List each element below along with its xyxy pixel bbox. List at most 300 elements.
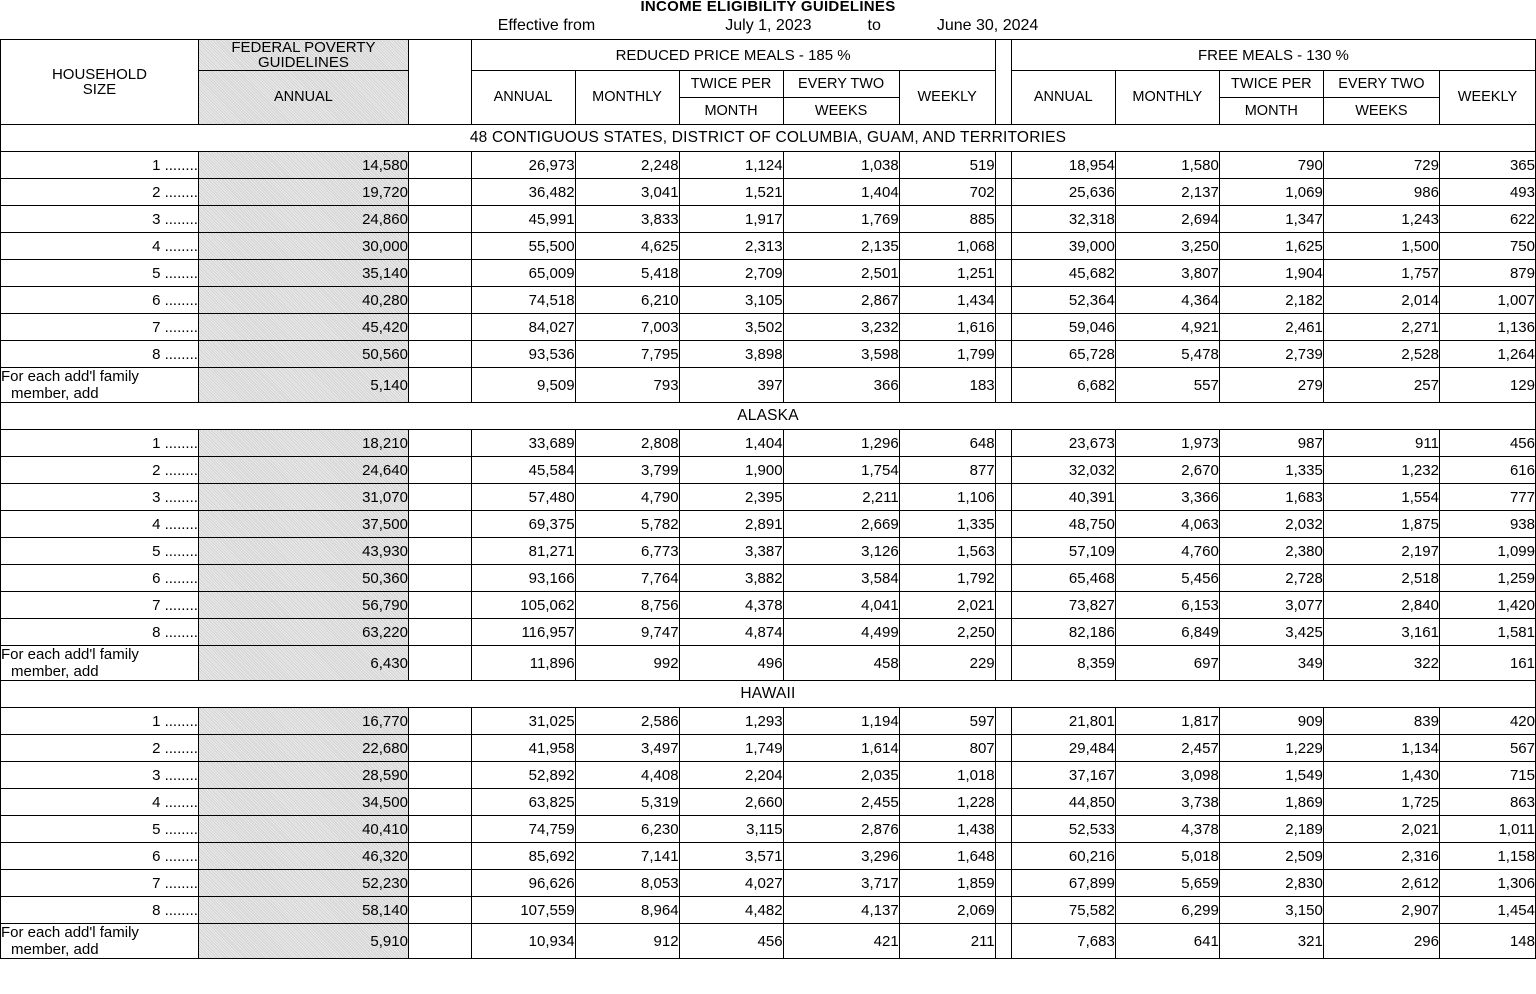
household-size-cell: 3 ........	[1, 206, 199, 233]
reduced-price-value-cell: 2,395	[679, 484, 783, 511]
reduced-price-value-cell: 3,898	[679, 341, 783, 368]
row-gap-right	[995, 368, 1011, 403]
row-gap-left	[408, 897, 471, 924]
row-gap-left	[408, 565, 471, 592]
section-title: HAWAII	[1, 681, 1536, 708]
row-gap-left	[408, 233, 471, 260]
reduced-price-value-cell: 116,957	[471, 619, 575, 646]
household-size-cell: 1 ........	[1, 430, 199, 457]
reduced-price-value-cell: 4,499	[783, 619, 899, 646]
reduced-price-value-cell: 8,053	[575, 870, 679, 897]
free-meals-value-cell: 48,750	[1011, 511, 1115, 538]
effective-start-date: July 1, 2023	[725, 17, 812, 34]
reduced-price-value-cell: 93,536	[471, 341, 575, 368]
free-meals-value-cell: 2,316	[1323, 843, 1439, 870]
free-meals-value-cell: 3,098	[1115, 762, 1219, 789]
fpg-annual-cell: 37,500	[198, 511, 408, 538]
reduced-price-value-cell: 3,502	[679, 314, 783, 341]
additional-free-value-cell: 6,682	[1011, 368, 1115, 403]
free-meals-value-cell: 3,077	[1219, 592, 1323, 619]
header-reduced-everytwo-l2: WEEKS	[783, 98, 899, 125]
free-meals-value-cell: 3,807	[1115, 260, 1219, 287]
reduced-price-value-cell: 3,126	[783, 538, 899, 565]
free-meals-value-cell: 456	[1439, 430, 1535, 457]
row-gap-right	[995, 592, 1011, 619]
fpg-annual-cell: 63,220	[198, 619, 408, 646]
reduced-price-value-cell: 2,069	[899, 897, 995, 924]
reduced-price-value-cell: 3,232	[783, 314, 899, 341]
household-size-cell: 2 ........	[1, 179, 199, 206]
row-gap-right	[995, 341, 1011, 368]
table-row	[1, 897, 1536, 924]
header-household-size-line1: HOUSEHOLD	[51, 66, 147, 83]
additional-reduced-value-cell: 229	[899, 646, 995, 681]
row-gap-left	[408, 206, 471, 233]
reduced-price-value-cell: 4,625	[575, 233, 679, 260]
row-gap-left	[408, 708, 471, 735]
additional-member-label-line1: For each add'l family	[1, 646, 139, 663]
row-gap-left	[408, 368, 471, 403]
row-gap-left	[408, 341, 471, 368]
reduced-price-value-cell: 3,717	[783, 870, 899, 897]
household-size-cell: 3 ........	[1, 484, 199, 511]
reduced-price-value-cell: 9,747	[575, 619, 679, 646]
row-gap-right	[995, 619, 1011, 646]
reduced-price-value-cell: 2,501	[783, 260, 899, 287]
fpg-annual-cell: 28,590	[198, 762, 408, 789]
table-row	[1, 870, 1536, 897]
fpg-annual-cell: 43,930	[198, 538, 408, 565]
free-meals-value-cell: 4,063	[1115, 511, 1219, 538]
reduced-price-value-cell: 885	[899, 206, 995, 233]
reduced-price-value-cell: 69,375	[471, 511, 575, 538]
reduced-price-value-cell: 4,378	[679, 592, 783, 619]
free-meals-value-cell: 1,232	[1323, 457, 1439, 484]
reduced-price-value-cell: 3,497	[575, 735, 679, 762]
reduced-price-value-cell: 2,250	[899, 619, 995, 646]
row-gap-left	[408, 484, 471, 511]
household-size-cell: 7 ........	[1, 870, 199, 897]
free-meals-value-cell: 65,468	[1011, 565, 1115, 592]
row-gap-left	[408, 924, 471, 959]
free-meals-value-cell: 29,484	[1011, 735, 1115, 762]
table-row	[1, 592, 1536, 619]
free-meals-value-cell: 2,612	[1323, 870, 1439, 897]
additional-member-label	[1, 368, 199, 403]
row-gap-left	[408, 619, 471, 646]
fpg-annual-cell: 45,420	[198, 314, 408, 341]
reduced-price-value-cell: 3,598	[783, 341, 899, 368]
additional-free-value-cell: 557	[1115, 368, 1219, 403]
free-meals-value-cell: 44,850	[1011, 789, 1115, 816]
reduced-price-value-cell: 4,041	[783, 592, 899, 619]
reduced-price-value-cell: 5,319	[575, 789, 679, 816]
header-reduced-monthly: MONTHLY	[575, 71, 679, 125]
additional-fpg-cell: 6,430	[198, 646, 408, 681]
row-gap-left	[408, 843, 471, 870]
additional-reduced-value-cell: 11,896	[471, 646, 575, 681]
reduced-price-value-cell: 2,808	[575, 430, 679, 457]
table-row	[1, 538, 1536, 565]
fpg-annual-cell: 46,320	[198, 843, 408, 870]
row-gap-left	[408, 870, 471, 897]
free-meals-value-cell: 493	[1439, 179, 1535, 206]
free-meals-value-cell: 39,000	[1011, 233, 1115, 260]
additional-member-row	[1, 646, 1536, 681]
effective-to-label: to	[867, 17, 881, 34]
free-meals-value-cell: 1,500	[1323, 233, 1439, 260]
free-meals-value-cell: 1,069	[1219, 179, 1323, 206]
header-federal-poverty-guidelines	[198, 40, 408, 71]
free-meals-value-cell: 5,478	[1115, 341, 1219, 368]
row-gap-left	[408, 592, 471, 619]
free-meals-value-cell: 777	[1439, 484, 1535, 511]
reduced-price-value-cell: 6,230	[575, 816, 679, 843]
free-meals-value-cell: 2,032	[1219, 511, 1323, 538]
free-meals-value-cell: 879	[1439, 260, 1535, 287]
fpg-annual-cell: 31,070	[198, 484, 408, 511]
reduced-price-value-cell: 2,876	[783, 816, 899, 843]
additional-reduced-value-cell: 366	[783, 368, 899, 403]
fpg-annual-cell: 56,790	[198, 592, 408, 619]
free-meals-value-cell: 1,554	[1323, 484, 1439, 511]
additional-free-value-cell: 257	[1323, 368, 1439, 403]
reduced-price-value-cell: 3,584	[783, 565, 899, 592]
table-body	[1, 125, 1536, 959]
table-row	[1, 430, 1536, 457]
additional-member-label-line2: member, add	[11, 941, 99, 958]
row-gap-right	[995, 457, 1011, 484]
additional-reduced-value-cell: 9,509	[471, 368, 575, 403]
additional-reduced-value-cell: 183	[899, 368, 995, 403]
reduced-price-value-cell: 1,563	[899, 538, 995, 565]
free-meals-value-cell: 2,670	[1115, 457, 1219, 484]
additional-reduced-value-cell: 458	[783, 646, 899, 681]
reduced-price-value-cell: 107,559	[471, 897, 575, 924]
free-meals-value-cell: 1,454	[1439, 897, 1535, 924]
header-free-everytwo-l2: WEEKS	[1323, 98, 1439, 125]
free-meals-value-cell: 75,582	[1011, 897, 1115, 924]
free-meals-value-cell: 1,757	[1323, 260, 1439, 287]
reduced-price-value-cell: 55,500	[471, 233, 575, 260]
reduced-price-value-cell: 84,027	[471, 314, 575, 341]
reduced-price-value-cell: 1,438	[899, 816, 995, 843]
reduced-price-value-cell: 702	[899, 179, 995, 206]
free-meals-value-cell: 1,875	[1323, 511, 1439, 538]
reduced-price-value-cell: 81,271	[471, 538, 575, 565]
free-meals-value-cell: 2,197	[1323, 538, 1439, 565]
free-meals-value-cell: 45,682	[1011, 260, 1115, 287]
free-meals-value-cell: 32,032	[1011, 457, 1115, 484]
free-meals-value-cell: 6,153	[1115, 592, 1219, 619]
row-gap-left	[408, 260, 471, 287]
free-meals-value-cell: 3,366	[1115, 484, 1219, 511]
reduced-price-value-cell: 4,408	[575, 762, 679, 789]
row-gap-left	[408, 789, 471, 816]
row-gap-right	[995, 789, 1011, 816]
reduced-price-value-cell: 597	[899, 708, 995, 735]
household-size-cell: 2 ........	[1, 735, 199, 762]
free-meals-value-cell: 420	[1439, 708, 1535, 735]
fpg-annual-cell: 40,280	[198, 287, 408, 314]
additional-free-value-cell: 321	[1219, 924, 1323, 959]
additional-free-value-cell: 697	[1115, 646, 1219, 681]
free-meals-value-cell: 59,046	[1011, 314, 1115, 341]
section-title: ALASKA	[1, 403, 1536, 430]
row-gap-right	[995, 565, 1011, 592]
free-meals-value-cell: 1,683	[1219, 484, 1323, 511]
table-row	[1, 341, 1536, 368]
table-row	[1, 457, 1536, 484]
reduced-price-value-cell: 2,248	[575, 152, 679, 179]
reduced-price-value-cell: 1,521	[679, 179, 783, 206]
header-reduced-price-group: REDUCED PRICE MEALS - 185 %	[471, 40, 995, 71]
reduced-price-value-cell: 6,773	[575, 538, 679, 565]
free-meals-value-cell: 37,167	[1011, 762, 1115, 789]
free-meals-value-cell: 2,830	[1219, 870, 1323, 897]
reduced-price-value-cell: 52,892	[471, 762, 575, 789]
reduced-price-value-cell: 1,293	[679, 708, 783, 735]
row-gap-right	[995, 708, 1011, 735]
additional-reduced-value-cell: 10,934	[471, 924, 575, 959]
row-gap-left	[408, 646, 471, 681]
table-row	[1, 484, 1536, 511]
free-meals-value-cell: 3,425	[1219, 619, 1323, 646]
household-size-cell: 6 ........	[1, 565, 199, 592]
additional-member-label-line2: member, add	[11, 663, 99, 680]
effective-end-date: June 30, 2024	[936, 17, 1039, 34]
free-meals-value-cell: 1,134	[1323, 735, 1439, 762]
reduced-price-value-cell: 2,135	[783, 233, 899, 260]
free-meals-value-cell: 1,430	[1323, 762, 1439, 789]
free-meals-value-cell: 5,018	[1115, 843, 1219, 870]
additional-reduced-value-cell: 912	[575, 924, 679, 959]
fpg-annual-cell: 24,640	[198, 457, 408, 484]
household-size-cell: 6 ........	[1, 843, 199, 870]
reduced-price-value-cell: 105,062	[471, 592, 575, 619]
reduced-price-value-cell: 2,211	[783, 484, 899, 511]
reduced-price-value-cell: 1,296	[783, 430, 899, 457]
reduced-price-value-cell: 1,251	[899, 260, 995, 287]
free-meals-value-cell: 57,109	[1011, 538, 1115, 565]
table-row	[1, 287, 1536, 314]
household-size-cell: 2 ........	[1, 457, 199, 484]
reduced-price-value-cell: 1,614	[783, 735, 899, 762]
free-meals-value-cell: 1,625	[1219, 233, 1323, 260]
free-meals-value-cell: 2,021	[1323, 816, 1439, 843]
reduced-price-value-cell: 4,874	[679, 619, 783, 646]
reduced-price-value-cell: 45,991	[471, 206, 575, 233]
row-gap-right	[995, 287, 1011, 314]
free-meals-value-cell: 1,259	[1439, 565, 1535, 592]
reduced-price-value-cell: 36,482	[471, 179, 575, 206]
reduced-price-value-cell: 6,210	[575, 287, 679, 314]
table-row	[1, 206, 1536, 233]
fpg-annual-cell: 24,860	[198, 206, 408, 233]
reduced-price-value-cell: 3,882	[679, 565, 783, 592]
free-meals-value-cell: 60,216	[1011, 843, 1115, 870]
fpg-annual-cell: 19,720	[198, 179, 408, 206]
table-row	[1, 762, 1536, 789]
reduced-price-value-cell: 2,313	[679, 233, 783, 260]
row-gap-right	[995, 484, 1011, 511]
household-size-cell: 7 ........	[1, 592, 199, 619]
reduced-price-value-cell: 5,418	[575, 260, 679, 287]
table-header	[1, 40, 1536, 125]
free-meals-value-cell: 1,229	[1219, 735, 1323, 762]
header-free-annual: ANNUAL	[1011, 71, 1115, 125]
reduced-price-value-cell: 2,455	[783, 789, 899, 816]
header-free-meals-group: FREE MEALS - 130 %	[1011, 40, 1535, 71]
free-meals-value-cell: 2,189	[1219, 816, 1323, 843]
free-meals-value-cell: 5,456	[1115, 565, 1219, 592]
reduced-price-value-cell: 3,571	[679, 843, 783, 870]
free-meals-value-cell: 1,580	[1115, 152, 1219, 179]
row-gap-left	[408, 179, 471, 206]
reduced-price-value-cell: 26,973	[471, 152, 575, 179]
reduced-price-value-cell: 877	[899, 457, 995, 484]
row-gap-right	[995, 430, 1011, 457]
free-meals-value-cell: 986	[1323, 179, 1439, 206]
table-row	[1, 789, 1536, 816]
header-free-twice-l2: MONTH	[1219, 98, 1323, 125]
free-meals-value-cell: 1,011	[1439, 816, 1535, 843]
free-meals-value-cell: 715	[1439, 762, 1535, 789]
reduced-price-value-cell: 1,859	[899, 870, 995, 897]
reduced-price-value-cell: 1,404	[679, 430, 783, 457]
row-gap-right	[995, 314, 1011, 341]
table-row	[1, 260, 1536, 287]
header-reduced-everytwo-l1: EVERY TWO	[783, 71, 899, 98]
free-meals-value-cell: 622	[1439, 206, 1535, 233]
reduced-price-value-cell: 7,003	[575, 314, 679, 341]
household-size-cell: 1 ........	[1, 152, 199, 179]
row-gap-right	[995, 897, 1011, 924]
table-row	[1, 708, 1536, 735]
row-gap-right	[995, 762, 1011, 789]
reduced-price-value-cell: 1,900	[679, 457, 783, 484]
free-meals-value-cell: 1,158	[1439, 843, 1535, 870]
household-size-cell: 5 ........	[1, 816, 199, 843]
free-meals-value-cell: 67,899	[1011, 870, 1115, 897]
section-title: 48 CONTIGUOUS STATES, DISTRICT OF COLUMBIA, GUAM, AND TERRITORIES	[1, 125, 1536, 152]
row-gap-right	[995, 179, 1011, 206]
free-meals-value-cell: 729	[1323, 152, 1439, 179]
reduced-price-value-cell: 3,115	[679, 816, 783, 843]
additional-member-row	[1, 368, 1536, 403]
header-fpg-annual: ANNUAL	[274, 89, 333, 105]
reduced-price-value-cell: 4,027	[679, 870, 783, 897]
row-gap-right	[995, 206, 1011, 233]
free-meals-value-cell: 2,461	[1219, 314, 1323, 341]
table-row	[1, 152, 1536, 179]
income-eligibility-table	[0, 39, 1536, 959]
free-meals-value-cell: 365	[1439, 152, 1535, 179]
reduced-price-value-cell: 3,833	[575, 206, 679, 233]
free-meals-value-cell: 21,801	[1011, 708, 1115, 735]
additional-free-value-cell: 279	[1219, 368, 1323, 403]
row-gap-right	[995, 152, 1011, 179]
free-meals-value-cell: 2,528	[1323, 341, 1439, 368]
free-meals-value-cell: 65,728	[1011, 341, 1115, 368]
additional-free-value-cell: 129	[1439, 368, 1535, 403]
row-gap-left	[408, 314, 471, 341]
additional-reduced-value-cell: 992	[575, 646, 679, 681]
additional-fpg-cell: 5,140	[198, 368, 408, 403]
effective-date-row	[0, 13, 1536, 39]
reduced-price-value-cell: 1,616	[899, 314, 995, 341]
row-gap-right	[995, 816, 1011, 843]
reduced-price-value-cell: 3,296	[783, 843, 899, 870]
reduced-price-value-cell: 63,825	[471, 789, 575, 816]
fpg-annual-cell: 22,680	[198, 735, 408, 762]
additional-reduced-value-cell: 421	[783, 924, 899, 959]
free-meals-value-cell: 1,581	[1439, 619, 1535, 646]
additional-member-row	[1, 924, 1536, 959]
free-meals-value-cell: 5,659	[1115, 870, 1219, 897]
document-title: INCOME ELIGIBILITY GUIDELINES	[640, 0, 896, 13]
free-meals-value-cell: 567	[1439, 735, 1535, 762]
row-gap-left	[408, 457, 471, 484]
household-size-cell: 1 ........	[1, 708, 199, 735]
household-size-cell: 4 ........	[1, 511, 199, 538]
additional-free-value-cell: 322	[1323, 646, 1439, 681]
free-meals-value-cell: 616	[1439, 457, 1535, 484]
reduced-price-value-cell: 1,434	[899, 287, 995, 314]
header-fpg-line2: GUIDELINES	[258, 54, 349, 71]
household-size-cell: 7 ........	[1, 314, 199, 341]
reduced-price-value-cell: 4,790	[575, 484, 679, 511]
table-row	[1, 314, 1536, 341]
reduced-price-value-cell: 1,754	[783, 457, 899, 484]
additional-reduced-value-cell: 496	[679, 646, 783, 681]
reduced-price-value-cell: 2,660	[679, 789, 783, 816]
free-meals-value-cell: 1,817	[1115, 708, 1219, 735]
fpg-annual-cell: 50,560	[198, 341, 408, 368]
free-meals-value-cell: 2,137	[1115, 179, 1219, 206]
household-size-cell: 8 ........	[1, 619, 199, 646]
reduced-price-value-cell: 7,795	[575, 341, 679, 368]
table-row	[1, 179, 1536, 206]
reduced-price-value-cell: 74,759	[471, 816, 575, 843]
reduced-price-value-cell: 85,692	[471, 843, 575, 870]
fpg-annual-cell: 16,770	[198, 708, 408, 735]
household-size-cell: 8 ........	[1, 341, 199, 368]
household-size-cell: 4 ........	[1, 233, 199, 260]
reduced-price-value-cell: 2,669	[783, 511, 899, 538]
reduced-price-value-cell: 1,799	[899, 341, 995, 368]
additional-free-value-cell: 148	[1439, 924, 1535, 959]
section-header-row	[1, 403, 1536, 430]
free-meals-value-cell: 3,738	[1115, 789, 1219, 816]
free-meals-value-cell: 1,243	[1323, 206, 1439, 233]
row-gap-right	[995, 924, 1011, 959]
row-gap-right	[995, 843, 1011, 870]
free-meals-value-cell: 1,099	[1439, 538, 1535, 565]
free-meals-value-cell: 32,318	[1011, 206, 1115, 233]
reduced-price-value-cell: 2,021	[899, 592, 995, 619]
reduced-price-value-cell: 3,387	[679, 538, 783, 565]
free-meals-value-cell: 2,509	[1219, 843, 1323, 870]
reduced-price-value-cell: 4,482	[679, 897, 783, 924]
reduced-price-value-cell: 648	[899, 430, 995, 457]
reduced-price-value-cell: 2,709	[679, 260, 783, 287]
fpg-annual-cell: 58,140	[198, 897, 408, 924]
header-gap-left	[408, 40, 471, 125]
free-meals-value-cell: 82,186	[1011, 619, 1115, 646]
free-meals-value-cell: 2,907	[1323, 897, 1439, 924]
reduced-price-value-cell: 1,404	[783, 179, 899, 206]
